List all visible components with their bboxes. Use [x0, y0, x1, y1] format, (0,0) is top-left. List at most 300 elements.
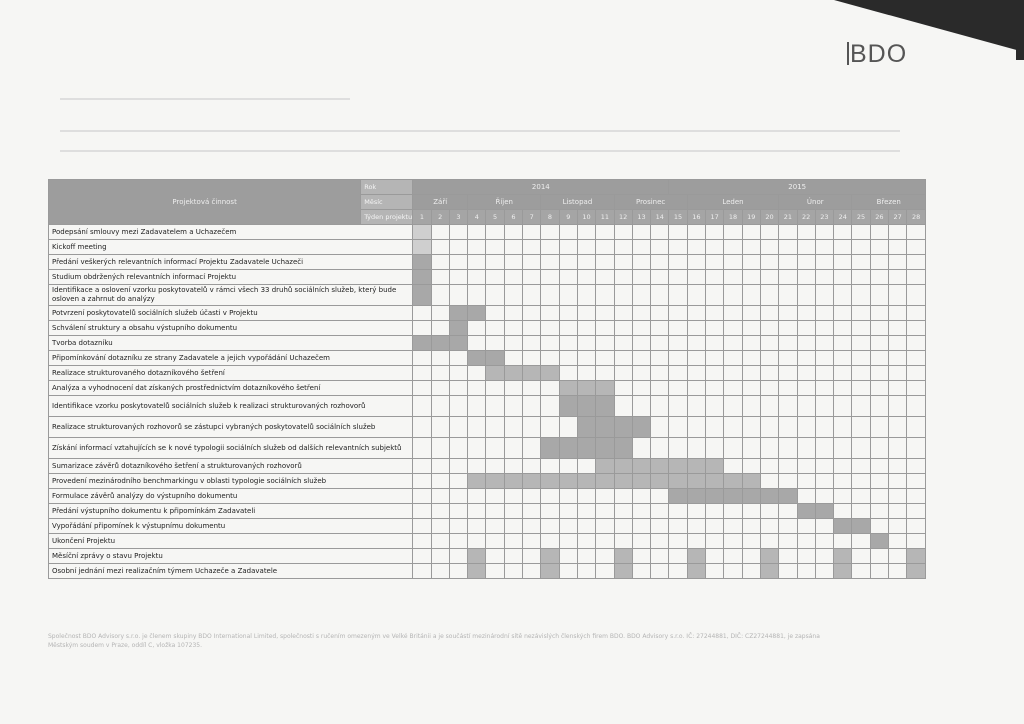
gantt-cell — [779, 381, 797, 396]
gantt-cell — [779, 270, 797, 285]
gantt-cell — [486, 255, 504, 270]
gantt-cell — [779, 336, 797, 351]
gantt-cell — [706, 504, 724, 519]
footer-line: Městským soudem v Praze, oddíl C, vložka 107235. — [48, 642, 202, 649]
gantt-bar-cell — [413, 255, 431, 270]
gantt-cell — [852, 225, 870, 240]
gantt-cell — [541, 225, 559, 240]
gantt-cell — [669, 285, 687, 306]
gantt-cell — [651, 270, 669, 285]
gantt-cell — [724, 396, 742, 417]
gantt-cell — [431, 225, 449, 240]
gantt-cell — [724, 270, 742, 285]
gantt-cell — [559, 285, 577, 306]
gantt-cell — [523, 351, 541, 366]
gantt-cell — [742, 564, 760, 579]
gantt-cell — [523, 270, 541, 285]
gantt-cell — [614, 396, 632, 417]
gantt-cell — [742, 534, 760, 549]
gantt-bar-cell — [760, 489, 778, 504]
gantt-cell — [797, 549, 815, 564]
gantt-cell — [907, 255, 926, 270]
gantt-cell — [449, 564, 467, 579]
gantt-cell — [724, 504, 742, 519]
task-row — [49, 240, 926, 255]
gantt-cell — [431, 519, 449, 534]
gantt-cell — [486, 285, 504, 306]
week-number: 4 — [468, 210, 486, 225]
gantt-bar-cell — [651, 459, 669, 474]
gantt-cell — [632, 240, 650, 255]
week-number: 19 — [742, 210, 760, 225]
task-row — [49, 417, 926, 438]
month-row-label: Měsíc — [361, 195, 413, 210]
gantt-cell — [614, 489, 632, 504]
gantt-cell — [559, 564, 577, 579]
gantt-cell — [907, 489, 926, 504]
gantt-cell — [486, 225, 504, 240]
gantt-cell — [504, 438, 522, 459]
gantt-cell — [632, 489, 650, 504]
gantt-cell — [559, 255, 577, 270]
gantt-cell — [706, 417, 724, 438]
gantt-cell — [486, 381, 504, 396]
gantt-cell — [523, 285, 541, 306]
gantt-bar-cell — [577, 474, 595, 489]
gantt-cell — [870, 396, 888, 417]
gantt-cell — [559, 417, 577, 438]
gantt-cell — [760, 474, 778, 489]
task-label: Identifikace vzorku poskytovatelů sociálních služeb k realizaci strukturovaných rozhovorů — [49, 396, 413, 417]
task-label: Ukončení Projektu — [49, 534, 413, 549]
gantt-cell — [888, 306, 906, 321]
gantt-cell — [486, 270, 504, 285]
gantt-cell — [449, 474, 467, 489]
gantt-cell — [797, 336, 815, 351]
gantt-cell — [468, 225, 486, 240]
gantt-cell — [907, 306, 926, 321]
gantt-cell — [596, 240, 614, 255]
gantt-cell — [742, 225, 760, 240]
gantt-cell — [541, 321, 559, 336]
gantt-cell — [504, 381, 522, 396]
gantt-cell — [632, 396, 650, 417]
gantt-cell — [431, 321, 449, 336]
gantt-cell — [596, 519, 614, 534]
gantt-cell — [724, 438, 742, 459]
task-label: Získání informací vztahujících se k nové typologii sociálních služeb od dalších relevantních subjektů — [49, 438, 413, 459]
gantt-cell — [815, 240, 833, 255]
gantt-cell — [486, 459, 504, 474]
gantt-cell — [907, 381, 926, 396]
gantt-cell — [797, 366, 815, 381]
gantt-cell — [888, 336, 906, 351]
gantt-cell — [797, 270, 815, 285]
gantt-cell — [523, 336, 541, 351]
gantt-cell — [815, 549, 833, 564]
gantt-cell — [779, 504, 797, 519]
gantt-cell — [797, 285, 815, 306]
gantt-cell — [815, 474, 833, 489]
gantt-cell — [888, 285, 906, 306]
gantt-cell — [577, 489, 595, 504]
gantt-cell — [431, 270, 449, 285]
gantt-cell — [413, 417, 431, 438]
task-row — [49, 438, 926, 459]
gantt-cell — [870, 321, 888, 336]
gantt-cell — [468, 396, 486, 417]
gantt-bar-cell — [706, 474, 724, 489]
gantt-cell — [468, 336, 486, 351]
gantt-cell — [651, 351, 669, 366]
gantt-cell — [632, 381, 650, 396]
week-number: 16 — [687, 210, 705, 225]
gantt-cell — [815, 321, 833, 336]
project-schedule-table — [48, 179, 926, 579]
gantt-cell — [596, 270, 614, 285]
gantt-cell — [888, 255, 906, 270]
gantt-cell — [779, 366, 797, 381]
gantt-cell — [907, 351, 926, 366]
task-row — [49, 474, 926, 489]
gantt-cell — [779, 225, 797, 240]
gantt-cell — [559, 534, 577, 549]
gantt-cell — [596, 255, 614, 270]
gantt-cell — [724, 459, 742, 474]
gantt-cell — [907, 321, 926, 336]
gantt-cell — [779, 564, 797, 579]
gantt-cell — [742, 285, 760, 306]
gantt-cell — [779, 321, 797, 336]
gantt-cell — [870, 270, 888, 285]
gantt-cell — [687, 351, 705, 366]
gantt-cell — [779, 396, 797, 417]
week-number: 24 — [834, 210, 852, 225]
gantt-cell — [687, 438, 705, 459]
gantt-cell — [449, 504, 467, 519]
gantt-cell — [504, 336, 522, 351]
gantt-cell — [742, 438, 760, 459]
gantt-cell — [852, 351, 870, 366]
task-row — [49, 270, 926, 285]
gantt-cell — [614, 336, 632, 351]
gantt-cell — [632, 336, 650, 351]
gantt-cell — [687, 240, 705, 255]
gantt-cell — [523, 225, 541, 240]
gantt-cell — [797, 519, 815, 534]
month-header: Září — [413, 195, 468, 210]
gantt-bar-cell — [431, 336, 449, 351]
gantt-cell — [541, 285, 559, 306]
week-number: 15 — [669, 210, 687, 225]
week-number: 28 — [907, 210, 926, 225]
gantt-cell — [888, 396, 906, 417]
gantt-cell — [687, 366, 705, 381]
gantt-cell — [852, 285, 870, 306]
gantt-cell — [870, 438, 888, 459]
gantt-bar-cell — [614, 549, 632, 564]
gantt-bar-cell — [468, 549, 486, 564]
gantt-cell — [706, 438, 724, 459]
gantt-cell — [669, 336, 687, 351]
task-label: Analýza a vyhodnocení dat získaných prostřednictvím dotazníkového šetření — [49, 381, 413, 396]
week-number: 20 — [760, 210, 778, 225]
gantt-cell — [779, 549, 797, 564]
gantt-cell — [541, 396, 559, 417]
gantt-cell — [541, 381, 559, 396]
gantt-cell — [852, 270, 870, 285]
week-number: 2 — [431, 210, 449, 225]
gantt-cell — [760, 417, 778, 438]
gantt-cell — [504, 504, 522, 519]
gantt-cell — [504, 351, 522, 366]
gantt-cell — [486, 336, 504, 351]
gantt-cell — [468, 240, 486, 255]
gantt-cell — [504, 489, 522, 504]
gantt-cell — [449, 489, 467, 504]
gantt-cell — [669, 255, 687, 270]
week-number: 12 — [614, 210, 632, 225]
gantt-cell — [541, 306, 559, 321]
gantt-cell — [577, 240, 595, 255]
task-label: Měsíční zprávy o stavu Projektu — [49, 549, 413, 564]
gantt-cell — [907, 270, 926, 285]
gantt-cell — [431, 459, 449, 474]
gantt-cell — [742, 381, 760, 396]
gantt-cell — [577, 306, 595, 321]
gantt-cell — [651, 534, 669, 549]
gantt-cell — [449, 549, 467, 564]
gantt-cell — [523, 459, 541, 474]
gantt-cell — [632, 438, 650, 459]
gantt-cell — [504, 240, 522, 255]
gantt-cell — [413, 321, 431, 336]
gantt-cell — [760, 504, 778, 519]
gantt-bar-cell — [486, 366, 504, 381]
gantt-cell — [815, 225, 833, 240]
gantt-cell — [779, 351, 797, 366]
gantt-cell — [742, 459, 760, 474]
gantt-bar-cell — [468, 564, 486, 579]
year-row-label: Rok — [361, 180, 413, 195]
gantt-cell — [504, 564, 522, 579]
gantt-cell — [779, 417, 797, 438]
gantt-cell — [907, 336, 926, 351]
gantt-cell — [486, 519, 504, 534]
gantt-cell — [669, 504, 687, 519]
gantt-cell — [797, 351, 815, 366]
gantt-bar-cell — [907, 549, 926, 564]
gantt-cell — [651, 381, 669, 396]
gantt-cell — [870, 381, 888, 396]
gantt-cell — [559, 225, 577, 240]
gantt-cell — [413, 396, 431, 417]
gantt-cell — [486, 240, 504, 255]
gantt-cell — [577, 285, 595, 306]
gantt-cell — [468, 519, 486, 534]
gantt-cell — [742, 240, 760, 255]
gantt-cell — [706, 549, 724, 564]
gantt-cell — [541, 519, 559, 534]
gantt-cell — [449, 270, 467, 285]
gantt-bar-cell — [577, 381, 595, 396]
gantt-cell — [523, 381, 541, 396]
faded-paragraph-line — [60, 150, 900, 152]
gantt-bar-cell — [523, 366, 541, 381]
gantt-cell — [431, 549, 449, 564]
gantt-cell — [870, 225, 888, 240]
gantt-cell — [888, 417, 906, 438]
gantt-cell — [797, 381, 815, 396]
gantt-bar-cell — [669, 474, 687, 489]
gantt-cell — [413, 306, 431, 321]
gantt-cell — [852, 438, 870, 459]
task-label: Potvrzení poskytovatelů sociálních služeb účasti v Projektu — [49, 306, 413, 321]
gantt-cell — [449, 240, 467, 255]
gantt-cell — [577, 321, 595, 336]
week-number: 14 — [651, 210, 669, 225]
gantt-cell — [797, 474, 815, 489]
gantt-cell — [907, 396, 926, 417]
gantt-cell — [651, 336, 669, 351]
gantt-cell — [449, 417, 467, 438]
gantt-cell — [760, 240, 778, 255]
week-number: 1 — [413, 210, 431, 225]
gantt-cell — [834, 417, 852, 438]
gantt-cell — [724, 351, 742, 366]
gantt-bar-cell — [834, 519, 852, 534]
gantt-cell — [596, 336, 614, 351]
gantt-cell — [577, 366, 595, 381]
gantt-cell — [486, 438, 504, 459]
gantt-cell — [687, 270, 705, 285]
gantt-bar-cell — [724, 489, 742, 504]
gantt-cell — [431, 240, 449, 255]
task-row — [49, 306, 926, 321]
gantt-cell — [760, 366, 778, 381]
gantt-cell — [669, 321, 687, 336]
gantt-bar-cell — [541, 474, 559, 489]
year-header: 2015 — [669, 180, 926, 195]
gantt-cell — [413, 438, 431, 459]
gantt-cell — [632, 564, 650, 579]
gantt-cell — [888, 351, 906, 366]
gantt-cell — [431, 366, 449, 381]
week-number: 5 — [486, 210, 504, 225]
gantt-cell — [870, 351, 888, 366]
gantt-cell — [742, 504, 760, 519]
gantt-bar-cell — [632, 417, 650, 438]
gantt-cell — [669, 306, 687, 321]
gantt-cell — [888, 366, 906, 381]
task-label: Osobní jednání mezi realizačním týmem Uchazeče a Zadavatele — [49, 564, 413, 579]
gantt-cell — [687, 255, 705, 270]
gantt-cell — [815, 351, 833, 366]
gantt-cell — [596, 564, 614, 579]
task-row — [49, 321, 926, 336]
gantt-cell — [504, 255, 522, 270]
gantt-cell — [669, 240, 687, 255]
gantt-cell — [815, 459, 833, 474]
gantt-cell — [651, 519, 669, 534]
gantt-bar-cell — [669, 489, 687, 504]
gantt-bar-cell — [577, 417, 595, 438]
gantt-bar-cell — [834, 549, 852, 564]
gantt-cell — [888, 474, 906, 489]
gantt-cell — [577, 270, 595, 285]
gantt-cell — [669, 225, 687, 240]
task-row — [49, 225, 926, 240]
gantt-cell — [760, 225, 778, 240]
gantt-cell — [669, 366, 687, 381]
gantt-bar-cell — [852, 519, 870, 534]
week-number: 10 — [577, 210, 595, 225]
gantt-cell — [577, 225, 595, 240]
gantt-cell — [888, 240, 906, 255]
gantt-cell — [431, 534, 449, 549]
gantt-cell — [651, 285, 669, 306]
gantt-cell — [815, 270, 833, 285]
gantt-cell — [632, 504, 650, 519]
gantt-cell — [523, 534, 541, 549]
gantt-cell — [815, 255, 833, 270]
week-number: 11 — [596, 210, 614, 225]
gantt-cell — [888, 438, 906, 459]
gantt-cell — [742, 336, 760, 351]
gantt-cell — [669, 438, 687, 459]
gantt-cell — [413, 564, 431, 579]
gantt-cell — [632, 519, 650, 534]
gantt-bar-cell — [449, 336, 467, 351]
gantt-cell — [614, 285, 632, 306]
gantt-bar-cell — [614, 417, 632, 438]
gantt-cell — [523, 564, 541, 579]
gantt-cell — [486, 396, 504, 417]
gantt-cell — [504, 459, 522, 474]
gantt-cell — [797, 240, 815, 255]
gantt-cell — [577, 534, 595, 549]
task-row — [49, 534, 926, 549]
gantt-bar-cell — [760, 564, 778, 579]
gantt-cell — [834, 489, 852, 504]
gantt-cell — [449, 381, 467, 396]
gantt-cell — [815, 438, 833, 459]
gantt-cell — [834, 225, 852, 240]
gantt-cell — [815, 534, 833, 549]
task-label: Kickoff meeting — [49, 240, 413, 255]
gantt-cell — [449, 459, 467, 474]
gantt-bar-cell — [449, 321, 467, 336]
gantt-cell — [687, 519, 705, 534]
gantt-cell — [760, 270, 778, 285]
gantt-cell — [413, 366, 431, 381]
gantt-cell — [834, 504, 852, 519]
gantt-cell — [577, 564, 595, 579]
gantt-cell — [852, 549, 870, 564]
gantt-cell — [852, 459, 870, 474]
gantt-cell — [614, 381, 632, 396]
gantt-cell — [559, 351, 577, 366]
year-header: 2014 — [413, 180, 669, 195]
gantt-cell — [504, 417, 522, 438]
gantt-cell — [888, 534, 906, 549]
gantt-cell — [815, 306, 833, 321]
gantt-bar-cell — [413, 270, 431, 285]
gantt-cell — [449, 534, 467, 549]
gantt-cell — [888, 549, 906, 564]
gantt-cell — [907, 519, 926, 534]
gantt-cell — [687, 417, 705, 438]
